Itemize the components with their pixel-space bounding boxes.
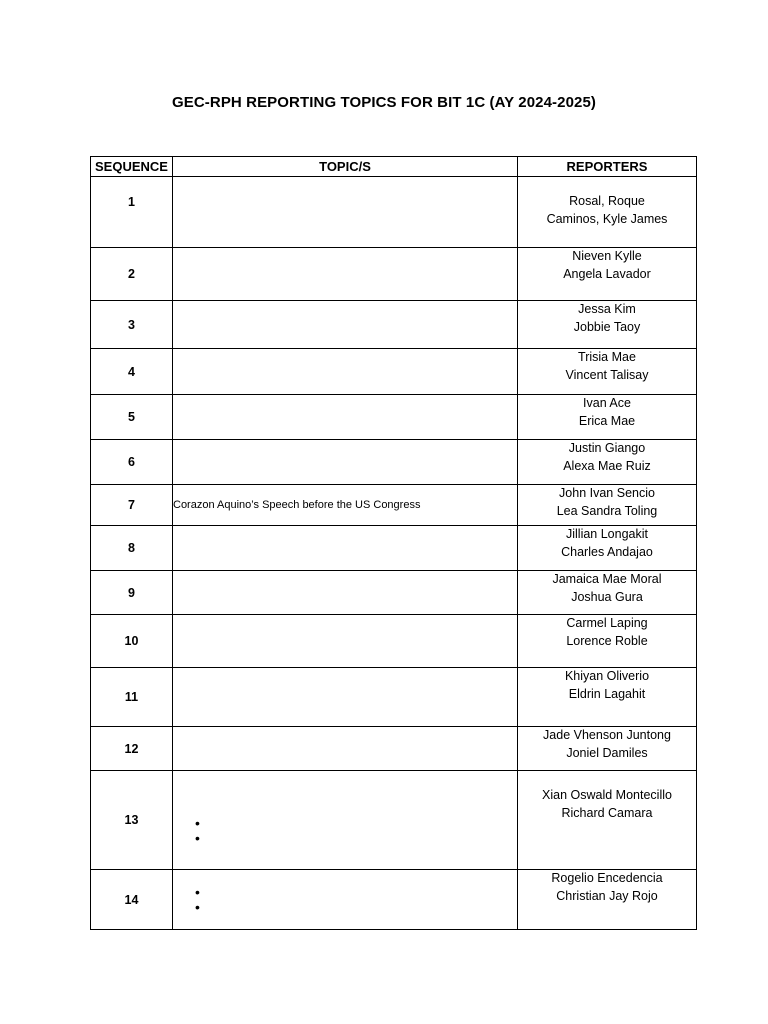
reporter-name: Vincent Talisay bbox=[565, 367, 649, 382]
sequence-cell: 10 bbox=[91, 615, 173, 668]
topic-cell bbox=[173, 870, 518, 930]
reporter-name: Angela Lavador bbox=[563, 266, 651, 281]
reporter-name: Rogelio Encedencia bbox=[551, 871, 663, 885]
reporters-cell bbox=[518, 177, 697, 248]
reporters-cell bbox=[518, 870, 697, 930]
reporter-name: Jessa Kim bbox=[578, 302, 636, 316]
header-reporters: REPORTERS bbox=[518, 157, 697, 177]
topic-cell bbox=[173, 248, 518, 301]
table-row bbox=[91, 248, 697, 301]
reporters-cell bbox=[518, 526, 697, 571]
sequence-cell: 14 bbox=[91, 870, 173, 930]
reporter-name: Jobbie Taoy bbox=[573, 319, 641, 334]
table-row bbox=[91, 177, 697, 248]
sequence-cell: 5 bbox=[91, 395, 173, 440]
topic-cell bbox=[173, 301, 518, 349]
reporter-name: Jamaica Mae Moral bbox=[552, 572, 662, 586]
reporter-name: Lorence Roble bbox=[566, 633, 648, 648]
sequence-cell: 1 bbox=[91, 177, 173, 248]
sequence-cell: 11 bbox=[91, 668, 173, 727]
sequence-cell: 8 bbox=[91, 526, 173, 571]
sequence-cell: 6 bbox=[91, 440, 173, 485]
reporter-name: Trisia Mae bbox=[578, 350, 636, 364]
topic-cell bbox=[173, 177, 518, 248]
reporters-cell bbox=[518, 485, 697, 526]
table-row bbox=[91, 727, 697, 771]
reporting-topics-table bbox=[90, 156, 697, 930]
topic-cell bbox=[173, 440, 518, 485]
bullet-point: • bbox=[195, 830, 200, 846]
reporter-name: Rosal, Roque bbox=[569, 194, 645, 208]
table-row bbox=[91, 301, 697, 349]
reporter-name: Carmel Laping bbox=[566, 616, 648, 630]
sequence-cell: 7 bbox=[91, 485, 173, 526]
reporters-cell bbox=[518, 668, 697, 727]
reporter-name: Richard Camara bbox=[561, 805, 653, 820]
table-row bbox=[91, 349, 697, 395]
reporter-name: Jillian Longakit bbox=[566, 527, 648, 541]
table-row bbox=[91, 571, 697, 615]
reporter-name: Khiyan Oliverio bbox=[564, 669, 650, 683]
reporter-name: Erica Mae bbox=[578, 413, 636, 428]
page-title: GEC-RPH REPORTING TOPICS FOR BIT 1C (AY 2024-2025) bbox=[172, 94, 596, 111]
reporters-cell bbox=[518, 615, 697, 668]
topic-cell bbox=[173, 571, 518, 615]
reporters-cell bbox=[518, 571, 697, 615]
reporters-cell bbox=[518, 349, 697, 395]
table-row bbox=[91, 440, 697, 485]
sequence-cell: 9 bbox=[91, 571, 173, 615]
reporters-cell bbox=[518, 248, 697, 301]
reporter-name: Nieven Kylle bbox=[572, 249, 642, 263]
reporters-cell bbox=[518, 395, 697, 440]
reporter-name: Ivan Ace bbox=[583, 396, 631, 410]
table-row bbox=[91, 771, 697, 870]
header-row bbox=[91, 157, 697, 177]
table-row bbox=[91, 615, 697, 668]
table-row bbox=[91, 485, 697, 526]
sequence-cell: 4 bbox=[91, 349, 173, 395]
table-row bbox=[91, 870, 697, 930]
topic-cell bbox=[173, 526, 518, 571]
table-row bbox=[91, 395, 697, 440]
bullet-point: • bbox=[195, 883, 200, 900]
reporter-name: Joniel Damiles bbox=[566, 745, 648, 760]
table-row bbox=[91, 526, 697, 571]
topic-cell bbox=[173, 349, 518, 395]
reporter-name: Jade Vhenson Juntong bbox=[543, 728, 671, 742]
reporter-name: John Ivan Sencio bbox=[559, 486, 655, 500]
reporter-name: Joshua Gura bbox=[571, 589, 643, 604]
header-topics: TOPIC/S bbox=[173, 157, 518, 177]
bullet-list bbox=[173, 816, 517, 846]
reporter-name: Lea Sandra Toling bbox=[556, 503, 658, 518]
reporter-name: Christian Jay Rojo bbox=[556, 888, 658, 903]
sequence-cell: 2 bbox=[91, 248, 173, 301]
reporters-cell bbox=[518, 727, 697, 771]
reporters-cell bbox=[518, 771, 697, 870]
topic-cell bbox=[173, 615, 518, 668]
topic-cell bbox=[173, 395, 518, 440]
reporter-name: Caminos, Kyle James bbox=[546, 211, 668, 226]
sequence-cell: 13 bbox=[91, 771, 173, 870]
reporters-cell bbox=[518, 440, 697, 485]
reporter-name: Justin Giango bbox=[568, 441, 646, 455]
reporter-name: Eldrin Lagahit bbox=[568, 686, 646, 701]
bullet-point: • bbox=[195, 898, 200, 915]
topic-cell: Corazon Aquino’s Speech before the US Congress bbox=[173, 485, 518, 526]
reporter-name: Charles Andajao bbox=[561, 544, 653, 559]
topic-cell bbox=[173, 771, 518, 870]
sequence-cell: 12 bbox=[91, 727, 173, 771]
reporter-name: Alexa Mae Ruiz bbox=[563, 458, 651, 473]
reporter-name: Xian Oswald Montecillo bbox=[542, 788, 672, 802]
topic-cell bbox=[173, 668, 518, 727]
sequence-cell: 3 bbox=[91, 301, 173, 349]
bullet-list bbox=[173, 885, 517, 915]
table-row bbox=[91, 668, 697, 727]
bullet-point: • bbox=[195, 815, 200, 831]
reporters-cell bbox=[518, 301, 697, 349]
header-sequence: SEQUENCE bbox=[91, 157, 173, 177]
topic-cell bbox=[173, 727, 518, 771]
